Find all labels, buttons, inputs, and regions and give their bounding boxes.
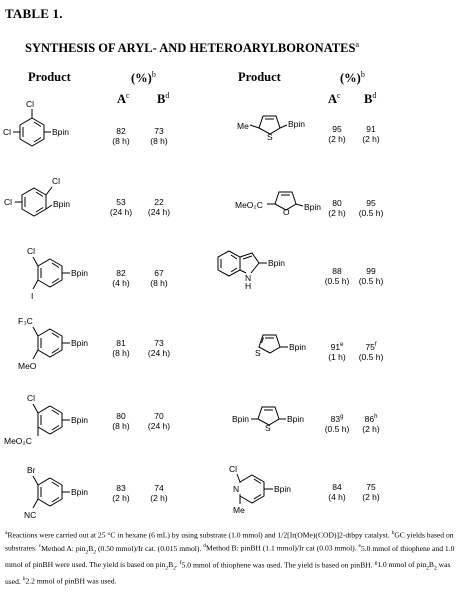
chloro-label: Cl — [4, 197, 13, 207]
footnote-a: Reactions were carried out at 25 °C in hexane (6 mL) by using substrate (1.0 mmol) and 1/2[Ir(OMe)(COD)]2-dtbpy catalyst. — [7, 530, 390, 540]
reaction-time: (2 h) — [150, 493, 168, 503]
reaction-time: (0.5 h) — [358, 208, 384, 218]
yield-b-cell — [139, 338, 179, 358]
yield-value: 74 — [154, 483, 164, 493]
chloro-label: Cl — [27, 393, 36, 403]
reaction-time: (4 h) — [328, 492, 346, 502]
title-footnote-mark: a — [355, 40, 360, 49]
yield-value: 53 — [116, 197, 126, 207]
oxygen-label: O — [283, 207, 290, 217]
footnote-mark: a — [5, 530, 8, 536]
yield-number: 75 — [365, 341, 375, 352]
yield-b-cell — [139, 483, 179, 503]
yield-a-cell — [101, 411, 141, 431]
yield-b-cell — [351, 124, 391, 144]
yield-value — [351, 340, 391, 352]
yield-value: 83 — [116, 483, 126, 493]
reaction-time: (8 h) — [112, 348, 130, 358]
methoxy-label: MeO — [18, 361, 37, 371]
footnote-mark: c — [38, 543, 42, 550]
method-a-mark: c — [337, 91, 341, 100]
reaction-time: (0.5 h) — [358, 351, 384, 362]
yield-b-cell — [351, 266, 391, 286]
bpin-label: Bpin — [288, 119, 306, 129]
hydrogen-label: H — [245, 281, 252, 291]
bpin-label: Bpin — [53, 199, 71, 209]
product-header-left: Product — [28, 70, 71, 84]
footnote-e-part: 5.0 mmol of thiophene and 1.0 mmol of pinBH were used. The yield is based on pin — [5, 543, 455, 570]
yield-a-cell — [101, 483, 141, 503]
chloro-label: Cl — [52, 176, 61, 186]
bpin-label: Bpin — [268, 258, 286, 268]
yield-value: 95 — [332, 124, 342, 134]
yield-b-cell — [351, 340, 391, 362]
footnote-mark: h — [22, 576, 26, 583]
reaction-time: (2 h) — [362, 492, 380, 502]
yield-value: 99 — [366, 266, 376, 276]
method-a-label: A — [328, 92, 338, 107]
yield-value: 80 — [116, 411, 126, 421]
footnote-e-part: . — [175, 560, 178, 570]
reaction-time: (1 h) — [328, 351, 346, 362]
trifluoromethyl-label: F₃C — [18, 316, 33, 326]
footnote-mark: f — [374, 342, 377, 348]
method-b-label: B — [364, 92, 373, 107]
yield-a-cell — [101, 338, 141, 358]
sulfur-label: S — [265, 423, 271, 433]
reaction-time: (4 h) — [112, 278, 130, 288]
bpin-label: Bpin — [304, 202, 322, 212]
footnotes — [5, 528, 460, 588]
footnote-c — [38, 543, 202, 556]
yield-value: 22 — [154, 197, 164, 207]
reaction-time: (24 h) — [147, 348, 171, 358]
product-header-right: Product — [238, 70, 281, 84]
reaction-time: (8 h) — [150, 278, 168, 288]
yield-b-cell — [139, 197, 179, 217]
yield-value: 73 — [154, 126, 164, 136]
yield-label: (%) — [340, 71, 361, 86]
reaction-time: (8 h) — [112, 136, 130, 146]
footnote-g-part: 1.0 mmol of pin — [377, 560, 427, 570]
yield-value: 82 — [116, 126, 126, 136]
footnote-h: 2.2 mmol of pinBH was used. — [25, 576, 117, 586]
yield-a-cell — [101, 197, 141, 217]
yield-b-cell — [351, 198, 391, 218]
table-label: TABLE 1. — [5, 6, 63, 21]
footnote-mark: e — [340, 342, 344, 348]
yield-number: 91 — [330, 341, 341, 352]
nitrogen-label: N — [245, 273, 252, 283]
nitrogen-label: N — [233, 484, 240, 494]
footnote-mark: h — [374, 414, 378, 420]
reaction-time: (8 h) — [150, 136, 168, 146]
footnote-e-part: B — [168, 560, 174, 570]
bpin-label: Bpin — [232, 414, 250, 424]
sulfur-label: S — [267, 132, 273, 142]
yield-a-cell — [101, 268, 141, 288]
reaction-time: (8 h) — [112, 421, 130, 431]
footnote-mark: b — [391, 530, 395, 536]
yield-mark: b — [360, 70, 365, 79]
footnote-g-part: B — [428, 560, 434, 570]
bpin-label: Bpin — [71, 415, 89, 425]
yield-value: 91 — [366, 124, 376, 134]
yield-value: 75 — [366, 482, 376, 492]
reaction-time: (24 h) — [109, 207, 133, 217]
yield-mark: b — [151, 70, 156, 79]
yield-number: 83 — [330, 413, 341, 424]
bromo-label: Br — [27, 465, 36, 475]
bpin-label: Bpin — [71, 487, 89, 497]
methyl-label: Me — [233, 505, 245, 515]
method-b-mark: d — [165, 91, 170, 100]
yield-value: 81 — [116, 338, 126, 348]
subscript: 2 — [93, 549, 97, 556]
reaction-time: (0.5 h) — [324, 423, 350, 434]
yield-value: 80 — [332, 198, 342, 208]
bpin-label: Bpin — [289, 342, 307, 352]
reaction-time: (0.5 h) — [358, 276, 384, 286]
bpin-label: Bpin — [71, 338, 89, 348]
footnote-f: 5.0 mmol of thiophene was used. The yield is based on pinBH. — [181, 560, 373, 570]
yield-value: 95 — [366, 198, 376, 208]
yield-value — [351, 412, 391, 424]
method-b-label: B — [157, 92, 166, 107]
reaction-time: (2 h) — [362, 423, 380, 434]
sulfur-label: S — [255, 348, 261, 358]
yield-value: 73 — [154, 338, 164, 348]
bpin-label: Bpin — [287, 414, 305, 424]
footnote-mark: g — [340, 414, 344, 420]
footnote-g-part: was used. — [5, 560, 451, 586]
subscript: 2 — [433, 565, 437, 572]
yield-label: (%) — [131, 71, 152, 86]
pyridine-ring — [240, 475, 264, 503]
footnote-mark: g — [374, 559, 378, 566]
yield-b-cell — [139, 268, 179, 288]
footnote-mark: f — [179, 559, 182, 566]
yield-value: 84 — [332, 482, 342, 492]
reaction-time: (24 h) — [147, 421, 171, 431]
footnote-c-part: (0.50 mmol)/Ir cat. (0.015 mmol). — [96, 543, 202, 553]
chloro-label: Cl — [3, 127, 12, 137]
yield-b-cell — [351, 412, 391, 434]
table-title-text: SYNTHESIS OF ARYL- AND HETEROARYLBORONATES — [25, 41, 356, 56]
footnote-c-part: Method A: pin — [41, 543, 86, 553]
reaction-time: (24 h) — [147, 207, 171, 217]
method-b-mark: d — [372, 91, 377, 100]
reaction-time: (2 h) — [328, 208, 346, 218]
subscript: 2 — [173, 565, 176, 572]
subscript: 2 — [165, 565, 169, 572]
subscript: 2 — [426, 565, 429, 572]
yield-value: 88 — [332, 266, 342, 276]
iodo-label: I — [31, 291, 34, 301]
chloro-label: Cl — [26, 99, 35, 109]
methyl-label: Me — [237, 121, 249, 131]
ester-label: MeO₂C — [235, 200, 263, 210]
yield-b-cell — [139, 411, 179, 431]
footnote-mark: d — [203, 543, 207, 550]
reaction-time: (2 h) — [328, 134, 346, 144]
footnote-c-part: B — [88, 543, 94, 553]
reaction-time: (2 h) — [112, 493, 130, 503]
yield-b-cell — [351, 482, 391, 502]
chloro-label: Cl — [27, 246, 36, 256]
ester-label: MeO₂C — [4, 436, 32, 446]
yield-b-cell — [139, 126, 179, 146]
footnote-mark: e — [358, 543, 361, 550]
yield-a-cell — [101, 126, 141, 146]
yield-value: 70 — [154, 411, 164, 421]
substituent-bond — [237, 474, 240, 482]
bpin-label: Bpin — [52, 127, 70, 137]
footnote-b: GC yields based on substrates. — [5, 530, 454, 553]
footnote-d: Method B: pinBH (1.1 mmol)/Ir cat (0.03 mmol). — [206, 543, 357, 553]
reaction-time: (2 h) — [362, 134, 380, 144]
cyano-label: NC — [24, 510, 37, 520]
method-a-mark: c — [126, 91, 130, 100]
yield-number: 86 — [364, 413, 375, 424]
subscript: 2 — [85, 549, 89, 556]
yield-value: 67 — [154, 268, 164, 278]
chloro-label: Cl — [229, 464, 238, 474]
method-a-label: A — [117, 92, 127, 107]
bpin-label: Bpin — [71, 268, 89, 278]
bpin-label: Bpin — [274, 484, 292, 494]
reaction-time: (0.5 h) — [324, 276, 350, 286]
yield-value: 82 — [116, 268, 126, 278]
